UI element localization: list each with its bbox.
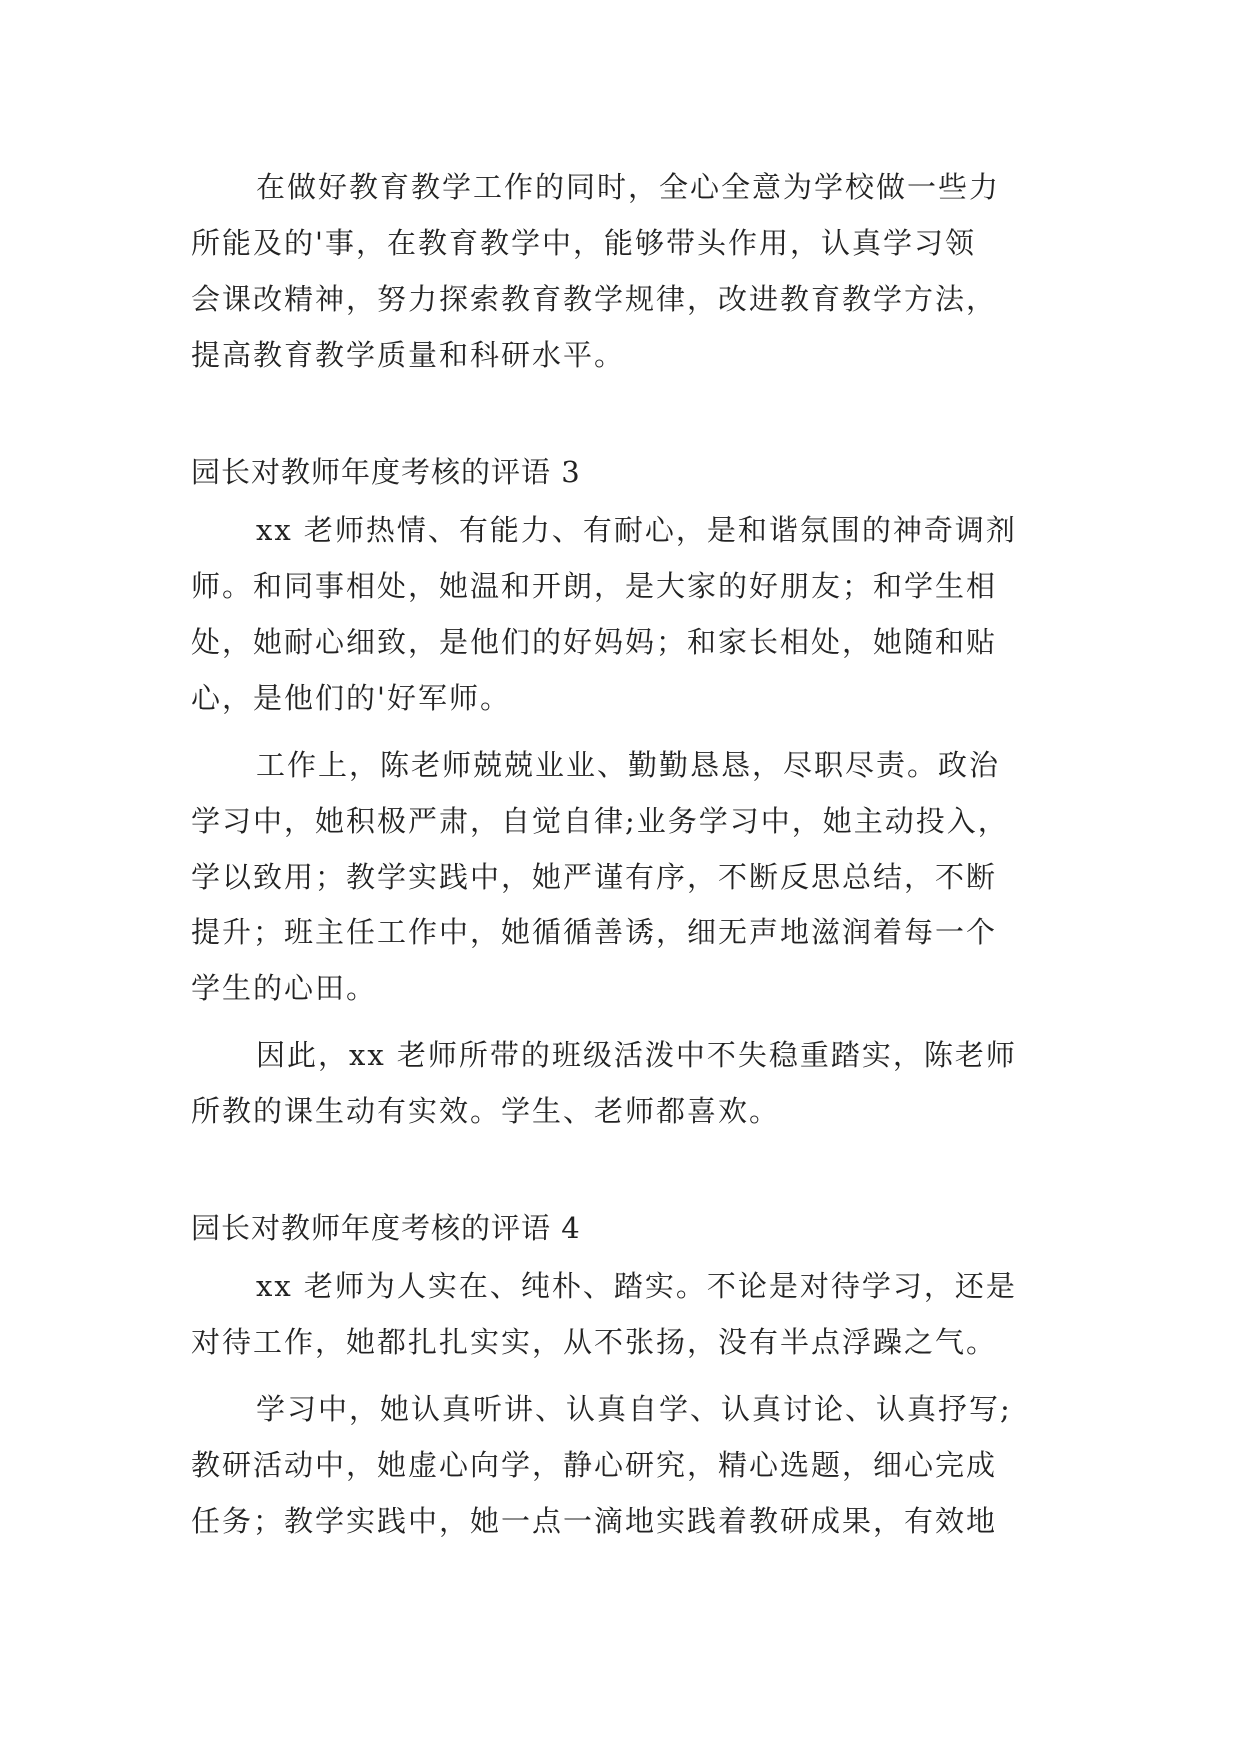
paragraph-line: 提高教育教学质量和科研水平。 xyxy=(191,338,626,372)
paragraph-line: 学习中，她认真听讲、认真自学、认真讨论、认真抒写; xyxy=(256,1392,1012,1426)
paragraph-line: 所教的课生动有实效。学生、老师都喜欢。 xyxy=(191,1094,781,1128)
paragraph-line: 学以致用；教学实践中，她严谨有序，不断反思总结，不断 xyxy=(191,860,998,894)
paragraph-line: xx 老师为人实在、纯朴、踏实。不论是对待学习，还是 xyxy=(256,1269,1017,1303)
paragraph-line: xx 老师热情、有能力、有耐心，是和谐氛围的神奇调剂 xyxy=(256,513,1017,547)
paragraph-line: 所能及的'事，在教育教学中，能够带头作用，认真学习领 xyxy=(191,226,976,260)
paragraph-line: 在做好教育教学工作的同时，全心全意为学校做一些力 xyxy=(256,170,1001,204)
paragraph-line: 学生的心田。 xyxy=(191,971,378,1005)
section-heading-3: 园长对教师年度考核的评语 3 xyxy=(191,455,581,489)
paragraph-line: 任务；教学实践中，她一点一滴地实践着教研成果，有效地 xyxy=(191,1504,998,1538)
paragraph-line: 会课改精神，努力探索教育教学规律，改进教育教学方法， xyxy=(191,282,998,316)
paragraph-line: 学习中，她积极严肃，自觉自律;业务学习中，她主动投入， xyxy=(191,804,1009,838)
paragraph-line: 教研活动中，她虚心向学，静心研究，精心选题，细心完成 xyxy=(191,1448,998,1482)
paragraph-line: 师。和同事相处，她温和开朗，是大家的好朋友；和学生相 xyxy=(191,569,998,603)
paragraph-line: 对待工作，她都扎扎实实，从不张扬，没有半点浮躁之气。 xyxy=(191,1325,998,1359)
paragraph-line: 提升；班主任工作中，她循循善诱，细无声地滋润着每一个 xyxy=(191,915,998,949)
section-heading-4: 园长对教师年度考核的评语 4 xyxy=(191,1211,581,1245)
paragraph-line: 工作上，陈老师兢兢业业、勤勤恳恳，尽职尽责。政治 xyxy=(256,748,1001,782)
paragraph-line: 因此，xx 老师所带的班级活泼中不失稳重踏实，陈老师 xyxy=(256,1038,1017,1072)
paragraph-line: 心，是他们的'好军师。 xyxy=(191,681,511,715)
paragraph-line: 处，她耐心细致，是他们的好妈妈；和家长相处，她随和贴 xyxy=(191,625,998,659)
